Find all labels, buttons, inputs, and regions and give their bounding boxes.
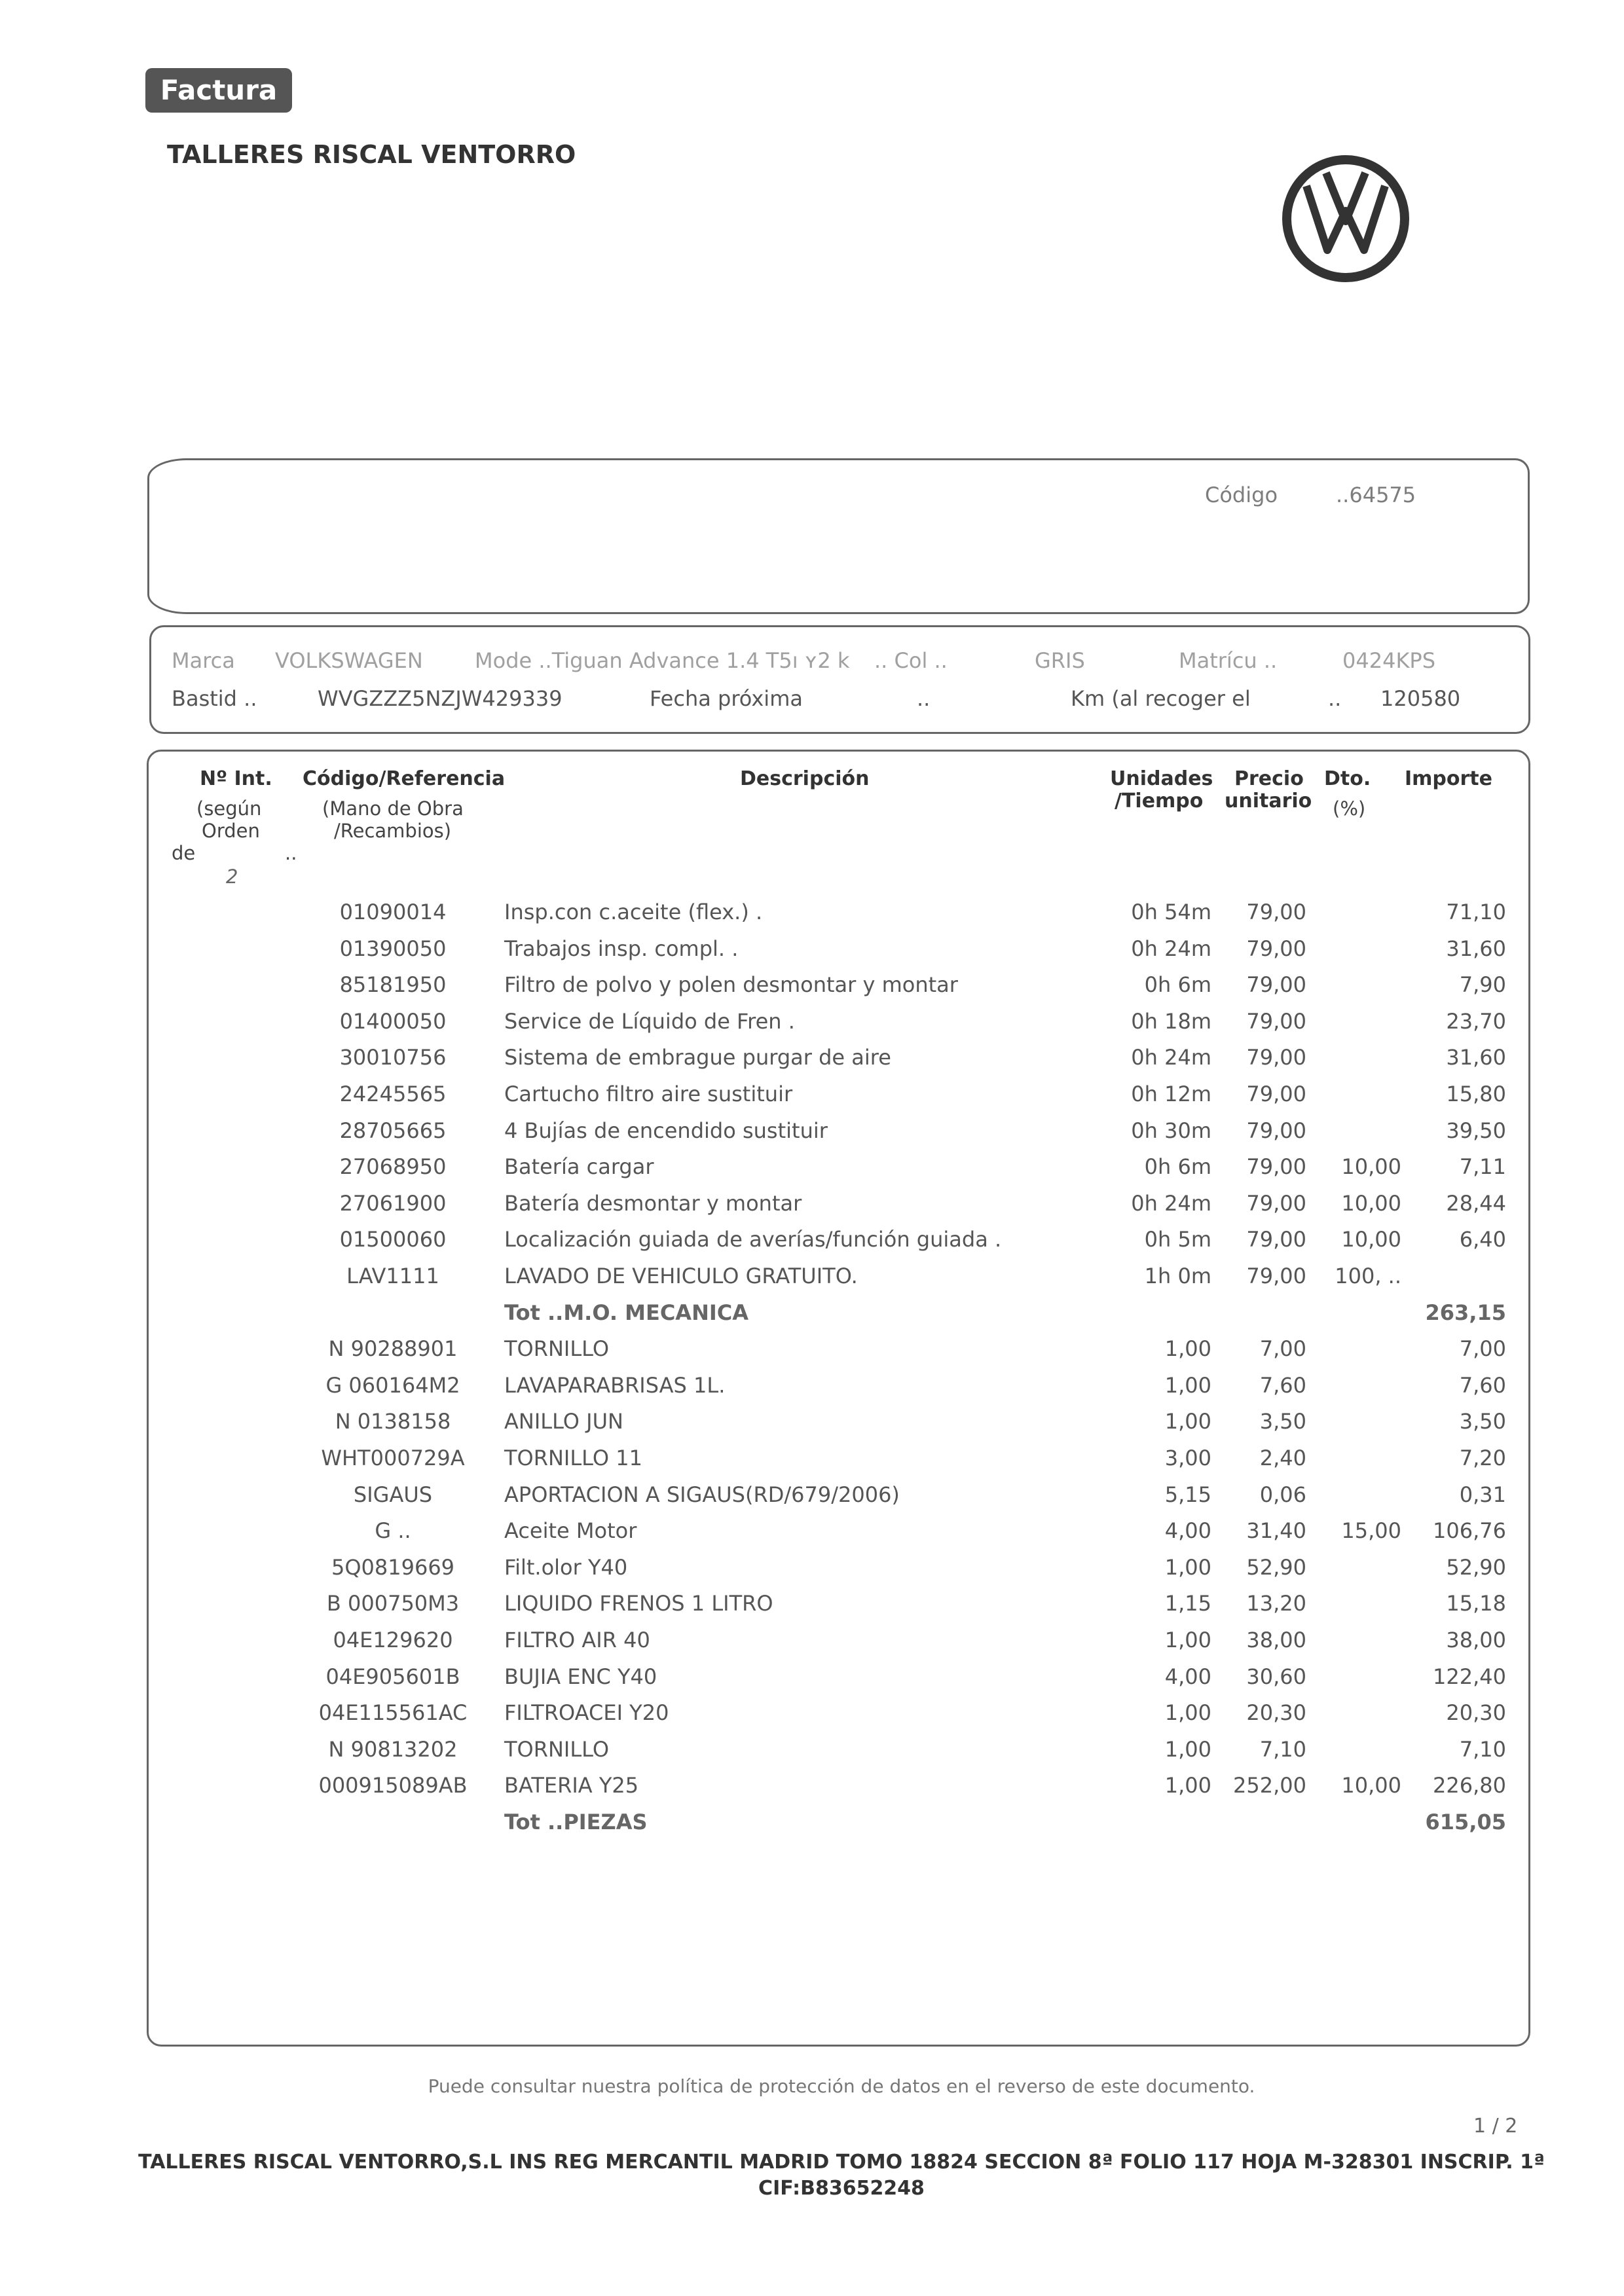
matricula-value: 0424KPS	[1342, 648, 1436, 673]
km-label: Km (al recoger el	[1071, 686, 1251, 711]
row-description: Trabajos insp. compl. .	[504, 936, 739, 961]
row-description: BUJIA ENC Y40	[504, 1664, 657, 1689]
header-nint-sub4: ..	[285, 842, 297, 864]
row-amount: 226,80	[1433, 1773, 1506, 1798]
marca-label: Marca	[172, 648, 235, 673]
row-units: 0h 30m	[1131, 1118, 1211, 1143]
row-description: TORNILLO	[504, 1736, 610, 1762]
row-amount: 15,18	[1446, 1591, 1506, 1616]
row-code: 24245565	[339, 1082, 447, 1106]
row-code: 01390050	[339, 936, 447, 961]
row-units: 0h 24m	[1131, 1045, 1211, 1070]
fecha-label: Fecha próxima	[650, 686, 803, 711]
modelo-value: Mode ..Tiguan Advance 1.4 T5ı ʏ2 k	[475, 648, 850, 673]
row-discount: 10,00	[1341, 1227, 1401, 1252]
row-unit-price: 79,00	[1246, 1264, 1306, 1288]
row-description: FILTRO AIR 40	[504, 1628, 650, 1652]
row-unit-price: 79,00	[1246, 1118, 1306, 1143]
row-units: 0h 6m	[1144, 1154, 1211, 1180]
row-unit-price: 79,00	[1246, 900, 1306, 924]
bastidor-label: Bastid ..	[172, 686, 257, 711]
row-amount: 23,70	[1446, 1008, 1506, 1034]
header-nint: Nº Int.	[200, 767, 272, 790]
row-amount: 38,00	[1446, 1628, 1506, 1652]
row-unit-price: 79,00	[1246, 1154, 1306, 1180]
header-code-sub1: (Mano de Obra	[322, 797, 464, 820]
row-discount: 10,00	[1341, 1773, 1401, 1798]
row-code: 000915089AB	[318, 1773, 468, 1798]
row-unit-price: 79,00	[1246, 972, 1306, 998]
row-units: 1,00	[1164, 1554, 1211, 1580]
row-discount: 10,00	[1341, 1154, 1401, 1180]
row-code: 85181950	[339, 972, 447, 998]
row-code: N 90813202	[328, 1736, 458, 1762]
row-unit-price: 7,60	[1259, 1372, 1306, 1398]
row-description: ANILLO JUN	[504, 1409, 623, 1434]
row-units: 0h 24m	[1131, 1190, 1211, 1216]
row-description: Localización guiada de averías/función guiada .	[504, 1227, 1002, 1252]
color-value: GRIS	[1035, 648, 1085, 673]
table-row	[0, 936, 1624, 973]
row-code: N 0138158	[335, 1409, 451, 1434]
header-description: Descripción	[740, 767, 870, 790]
code-label: Código	[1205, 483, 1278, 507]
header-nint-sub2: Orden	[202, 820, 260, 842]
table-row	[0, 972, 1624, 1009]
row-discount: 15,00	[1341, 1518, 1401, 1544]
row-units: 1,00	[1164, 1773, 1211, 1798]
header-code-sub2: /Recambios)	[334, 820, 452, 842]
row-description: Insp.con c.aceite (flex.) .	[504, 900, 763, 924]
row-amount: 106,76	[1433, 1518, 1506, 1544]
row-description: LAVAPARABRISAS 1L.	[504, 1372, 726, 1398]
header-dto: Dto.	[1324, 767, 1371, 790]
table-row	[0, 1118, 1624, 1155]
table-row	[0, 1773, 1624, 1810]
vehicle-info-box	[149, 625, 1530, 734]
row-units: 1,00	[1164, 1628, 1211, 1652]
row-amount: 7,20	[1459, 1446, 1506, 1470]
row-description: LIQUIDO FRENOS 1 LITRO	[504, 1591, 773, 1616]
row-units: 0h 18m	[1131, 1008, 1211, 1034]
row-unit-price: 79,00	[1246, 1190, 1306, 1216]
row-units: 0h 6m	[1144, 972, 1211, 998]
row-units: 1,00	[1164, 1336, 1211, 1362]
row-code: G ..	[375, 1518, 411, 1544]
row-description: TORNILLO	[504, 1336, 610, 1362]
row-units: 1,00	[1164, 1736, 1211, 1762]
row-code: N 90288901	[328, 1336, 458, 1362]
header-nint-sub1: (según	[196, 797, 262, 820]
row-unit-price: 52,90	[1246, 1554, 1306, 1580]
header-code: Código/Referencia	[303, 767, 506, 790]
row-code: 27068950	[339, 1154, 447, 1180]
row-code: 01090014	[339, 900, 447, 924]
table-row	[0, 1227, 1624, 1264]
row-unit-price: 7,00	[1259, 1336, 1306, 1362]
table-row	[0, 1446, 1624, 1482]
row-description: LAVADO DE VEHICULO GRATUITO.	[504, 1264, 858, 1288]
table-row	[0, 1264, 1624, 1300]
row-code: WHT000729A	[321, 1446, 465, 1470]
header-price-sub: unitario	[1225, 790, 1312, 812]
row-unit-price: 79,00	[1246, 1008, 1306, 1034]
table-row	[0, 1555, 1624, 1592]
table-row	[0, 1082, 1624, 1118]
customer-code-box	[147, 458, 1530, 614]
fecha-value: ..	[917, 686, 931, 711]
row-amount: 52,90	[1446, 1554, 1506, 1580]
row-units: 0h 12m	[1131, 1082, 1211, 1106]
row-amount: 7,00	[1459, 1336, 1506, 1362]
row-amount: 122,40	[1433, 1664, 1506, 1689]
header-price: Precio	[1234, 767, 1304, 790]
row-description: Aceite Motor	[504, 1518, 637, 1544]
row-description: BATERIA Y25	[504, 1773, 639, 1798]
row-amount: 7,11	[1459, 1154, 1506, 1180]
row-code: B 000750M3	[326, 1591, 460, 1616]
row-code: 01500060	[339, 1227, 447, 1252]
row-description: Cartucho filtro aire sustituir	[504, 1082, 793, 1106]
row-amount: 15,80	[1446, 1082, 1506, 1106]
code-value: ..64575	[1336, 483, 1416, 507]
row-amount: 20,30	[1446, 1700, 1506, 1726]
header-importe: Importe	[1405, 767, 1492, 790]
row-units: 1,00	[1164, 1372, 1211, 1398]
row-code: 04E115561AC	[318, 1700, 468, 1726]
row-units: 0h 54m	[1131, 900, 1211, 924]
row-amount: 28,44	[1446, 1190, 1506, 1216]
table-row	[0, 1664, 1624, 1701]
table-row	[0, 1737, 1624, 1774]
row-unit-price: 38,00	[1246, 1628, 1306, 1652]
row-description: 4 Bujías de encendido sustituir	[504, 1118, 828, 1143]
table-row	[0, 1154, 1624, 1191]
row-description: Tot ..M.O. MECANICA	[504, 1300, 748, 1325]
row-units: 4,00	[1164, 1664, 1211, 1689]
table-row	[0, 1009, 1624, 1046]
table-row	[0, 1482, 1624, 1519]
row-description: TORNILLO 11	[504, 1446, 642, 1470]
color-label: .. Col ..	[874, 648, 948, 673]
privacy-notice: Puede consultar nuestra política de protección de datos en el reverso de este documento.	[428, 2075, 1255, 2097]
row-code: 04E905601B	[325, 1664, 460, 1689]
row-description: Batería desmontar y montar	[504, 1190, 802, 1216]
row-units: 1,00	[1164, 1700, 1211, 1726]
row-amount: 7,60	[1459, 1372, 1506, 1398]
row-unit-price: 3,50	[1259, 1409, 1306, 1434]
row-units: 0h 5m	[1144, 1227, 1211, 1252]
row-description: Service de Líquido de Fren .	[504, 1008, 795, 1034]
row-discount: 100, ..	[1335, 1264, 1401, 1288]
table-row	[0, 1336, 1624, 1373]
row-description: Sistema de embrague purgar de aire	[504, 1045, 891, 1070]
row-code: SIGAUS	[353, 1482, 433, 1507]
header-nint-sub3: de	[172, 842, 196, 864]
table-row	[0, 1373, 1624, 1410]
row-unit-price: 79,00	[1246, 1227, 1306, 1252]
row-unit-price: 0,06	[1259, 1482, 1306, 1507]
row-code: 5Q0819669	[331, 1554, 455, 1580]
total-row	[0, 1300, 1624, 1337]
row-unit-price: 13,20	[1246, 1591, 1306, 1616]
row-unit-price: 2,40	[1259, 1446, 1306, 1470]
row-units: 4,00	[1164, 1518, 1211, 1544]
row-amount: 6,40	[1459, 1227, 1506, 1252]
row-amount: 39,50	[1446, 1118, 1506, 1143]
row-description: APORTACION A SIGAUS(RD/679/2006)	[504, 1482, 900, 1507]
row-code: G 060164M2	[325, 1372, 460, 1398]
header-units: Unidades	[1110, 767, 1213, 790]
table-row	[0, 1518, 1624, 1555]
table-row	[0, 1628, 1624, 1664]
row-units: 1h 0m	[1144, 1264, 1211, 1288]
row-amount: 31,60	[1446, 1045, 1506, 1070]
row-amount: 0,31	[1459, 1482, 1506, 1507]
row-code: 27061900	[339, 1190, 447, 1216]
row-unit-price: 31,40	[1246, 1518, 1306, 1544]
row-units: 3,00	[1164, 1446, 1211, 1470]
row-description: Filtro de polvo y polen desmontar y montar	[504, 972, 958, 998]
table-row	[0, 900, 1624, 936]
row-amount: 71,10	[1446, 900, 1506, 924]
document-type-badge: Factura	[145, 68, 292, 113]
row-description: Tot ..PIEZAS	[504, 1810, 648, 1834]
km-value: 120580	[1380, 686, 1461, 711]
row-description: Batería cargar	[504, 1154, 654, 1180]
table-row	[0, 1191, 1624, 1228]
tax-id: CIF:B83652248	[758, 2177, 925, 2200]
page-number: 1 / 2	[1473, 2115, 1518, 2138]
marca-value: VOLKSWAGEN	[275, 648, 423, 673]
volkswagen-logo-icon	[1280, 153, 1411, 284]
row-units: 5,15	[1164, 1482, 1211, 1507]
row-description: FILTROACEI Y20	[504, 1700, 669, 1726]
row-unit-price: 7,10	[1259, 1736, 1306, 1762]
km-separator: ..	[1328, 686, 1342, 711]
row-code: 30010756	[339, 1045, 447, 1070]
row-units: 0h 24m	[1131, 936, 1211, 961]
bastidor-value: WVGZZZ5NZJW429339	[318, 686, 563, 711]
row-unit-price: 79,00	[1246, 1045, 1306, 1070]
row-amount: 263,15	[1425, 1300, 1506, 1325]
table-row	[0, 1409, 1624, 1446]
company-name: TALLERES RISCAL VENTORRO	[167, 140, 576, 169]
row-code: 04E129620	[333, 1628, 453, 1652]
row-unit-price: 252,00	[1233, 1773, 1306, 1798]
row-code: 28705665	[339, 1118, 447, 1143]
row-unit-price: 30,60	[1246, 1664, 1306, 1689]
total-row	[0, 1810, 1624, 1846]
row-amount: 3,50	[1459, 1409, 1506, 1434]
row-units: 1,15	[1164, 1591, 1211, 1616]
row-amount: 7,10	[1459, 1736, 1506, 1762]
row-unit-price: 79,00	[1246, 1082, 1306, 1106]
table-row	[0, 1045, 1624, 1082]
legal-registration: TALLERES RISCAL VENTORRO,S.L INS REG MERCANTIL MADRID TOMO 18824 SECCION 8ª FOLIO 117 HOJA M-328301 INSCRIP. 1ª	[138, 2151, 1545, 2174]
row-description: Filt.olor Y40	[504, 1554, 628, 1580]
row-code: 01400050	[339, 1008, 447, 1034]
table-row	[0, 1700, 1624, 1737]
row-unit-price: 20,30	[1246, 1700, 1306, 1726]
table-row	[0, 1591, 1624, 1628]
row-code: LAV1111	[346, 1264, 439, 1288]
row-amount: 7,90	[1459, 972, 1506, 998]
row-units: 1,00	[1164, 1409, 1211, 1434]
header-units-sub: /Tiempo	[1115, 790, 1204, 812]
row-unit-price: 79,00	[1246, 936, 1306, 961]
row-amount: 31,60	[1446, 936, 1506, 961]
row-discount: 10,00	[1341, 1190, 1401, 1216]
matricula-label: Matrícu ..	[1179, 648, 1278, 673]
header-dto-sub: (%)	[1333, 797, 1366, 820]
order-number: 2	[226, 866, 238, 888]
row-amount: 615,05	[1425, 1810, 1506, 1834]
